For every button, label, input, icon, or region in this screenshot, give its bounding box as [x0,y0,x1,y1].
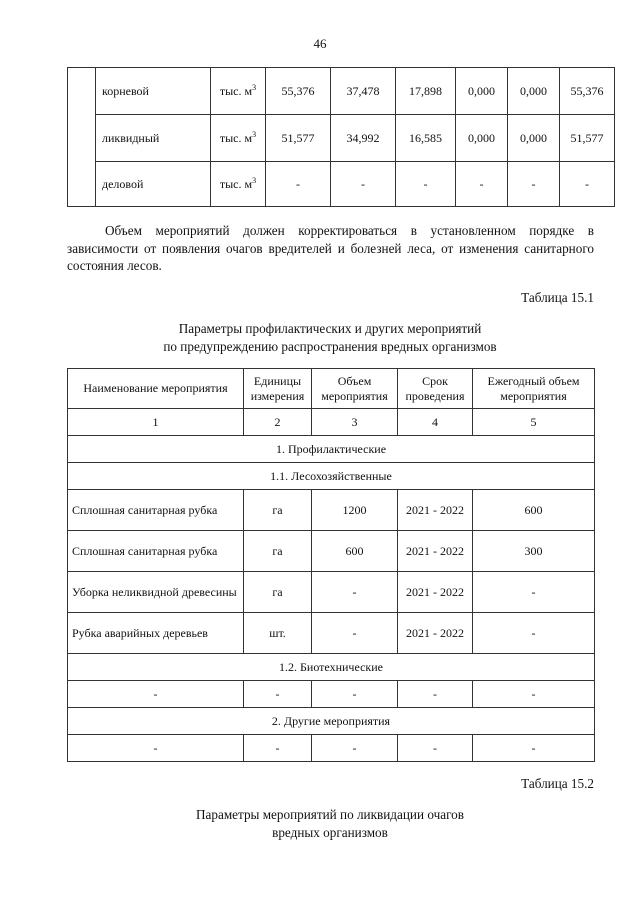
unit-cell [211,162,266,207]
measure-value: 2021 - 2022 [398,531,473,572]
value-cell: 51,577 [560,115,615,162]
section-row-1-2 [68,654,595,681]
value-cell: 17,898 [396,68,456,115]
unit-cell [211,115,266,162]
table-15-2-caption [0,806,640,841]
row-name: деловой [96,162,211,207]
header-row [68,369,595,409]
unit-exponent: 3 [252,176,257,185]
measure-value: - [312,735,398,762]
value-cell: 51,577 [266,115,331,162]
caption-line: вредных организмов [272,824,388,840]
measure-value: - [398,681,473,708]
column-number: 4 [398,409,473,436]
value-cell: - [396,162,456,207]
preventive-measures-table [67,368,595,762]
table-row [68,531,595,572]
measure-value: - [473,735,595,762]
value-cell: 0,000 [508,115,560,162]
value-cell: - [266,162,331,207]
header-cell: Единицы измерения [244,369,312,409]
measure-name: - [68,681,244,708]
value-cell: - [331,162,396,207]
measure-value: - [244,681,312,708]
column-number: 2 [244,409,312,436]
section-title: 1.1. Лесохозяйственные [68,463,595,490]
value-cell: 34,992 [331,115,396,162]
measure-value: 600 [312,531,398,572]
blank-cell [68,68,96,207]
measure-value: шт. [244,613,312,654]
header-cell: Наименование мероприятия [68,369,244,409]
caption-line: Параметры профилактических и других мероприятий [178,321,482,336]
table-row [68,681,595,708]
caption-line: по предупреждению распространения вредных организмов [163,338,497,354]
table-row [68,613,595,654]
page-number: 46 [313,36,327,51]
value-cell: 55,376 [266,68,331,115]
table-row [68,115,615,162]
measure-value: - [312,613,398,654]
unit-text: тыс. м [219,131,253,145]
column-number-row [68,409,595,436]
measure-value: - [473,681,595,708]
section-row-1-1 [68,463,595,490]
table-row [68,572,595,613]
unit-text: тыс. м [219,84,253,98]
measure-value: 2021 - 2022 [398,572,473,613]
unit-exponent: 3 [252,83,257,92]
column-number: 5 [473,409,595,436]
measure-value: - [312,572,398,613]
column-number: 1 [68,409,244,436]
top-volume-table [67,67,615,207]
value-cell: 16,585 [396,115,456,162]
header-cell: Ежегодный объем мероприятия [473,369,595,409]
measure-value: га [244,531,312,572]
unit-text: тыс. м [219,177,253,191]
value-cell: 0,000 [508,68,560,115]
value-cell: - [560,162,615,207]
measure-value: 2021 - 2022 [398,613,473,654]
measure-name: Рубка аварийных деревьев [68,613,244,654]
caption-line: Параметры мероприятий по ликвидации очагов [196,807,464,822]
section-title: 2. Другие мероприятия [68,708,595,735]
measure-value: га [244,572,312,613]
value-cell: 0,000 [456,68,508,115]
measure-value: 2021 - 2022 [398,490,473,531]
table-row [68,162,615,207]
section-row-1 [68,436,595,463]
section-row-2 [68,708,595,735]
row-name: корневой [96,68,211,115]
value-cell: - [508,162,560,207]
measure-value: 600 [473,490,595,531]
table-15-2-label: Таблица 15.2 [521,776,594,791]
measure-value: - [312,681,398,708]
measure-value: - [473,613,595,654]
table-row [68,68,615,115]
value-cell: 55,376 [560,68,615,115]
measure-value: 1200 [312,490,398,531]
measure-name: Уборка неликвидной древесины [68,572,244,613]
table-15-1-caption [0,320,640,355]
measure-value: 300 [473,531,595,572]
measure-value: - [398,735,473,762]
measure-value: - [244,735,312,762]
section-title: 1.2. Биотехнические [68,654,595,681]
header-cell: Срок проведения [398,369,473,409]
table-row [68,490,595,531]
unit-exponent: 3 [252,130,257,139]
row-name: ликвидный [96,115,211,162]
header-cell: Объем мероприятия [312,369,398,409]
volume-paragraph: Объем мероприятий должен корректироваться в установленном порядке в зависимости от появления очагов вредителей и болезней леса, от изменения санитарного состояния лесов. [67,223,594,273]
value-cell: 37,478 [331,68,396,115]
measure-value: - [473,572,595,613]
column-number: 3 [312,409,398,436]
value-cell: - [456,162,508,207]
section-title: 1. Профилактические [68,436,595,463]
measure-value: га [244,490,312,531]
value-cell: 0,000 [456,115,508,162]
table-15-1-label: Таблица 15.1 [521,290,594,305]
table-row [68,735,595,762]
measure-name: Сплошная санитарная рубка [68,490,244,531]
measure-name: - [68,735,244,762]
unit-cell [211,68,266,115]
measure-name: Сплошная санитарная рубка [68,531,244,572]
